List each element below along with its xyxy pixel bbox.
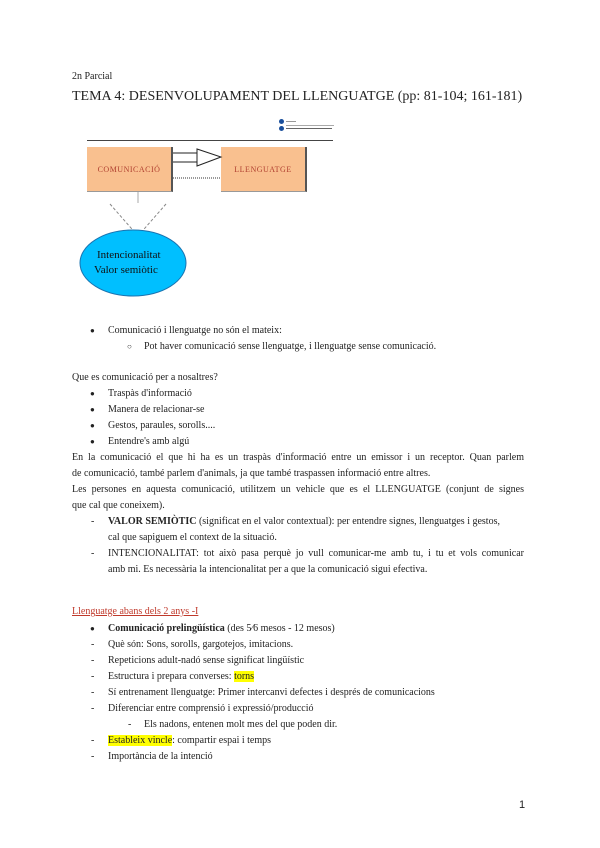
list-item: Sí entrenament llenguatge: Primer intercanvi defectes i després de comunicacions xyxy=(108,687,435,698)
ellipse-text-intencionalitat: Intencionalitat xyxy=(97,249,161,261)
list-item: Repeticions adult-nadó sense significat lingüístic xyxy=(108,655,305,666)
list-item: Manera de relacionar-se xyxy=(108,404,205,415)
bold-term: VALOR SEMIÒTIC xyxy=(108,516,197,527)
box-llenguatge: LLENGUATGE xyxy=(221,147,307,192)
bullet-icon: ● xyxy=(90,624,95,633)
list-item: Importància de la intenció xyxy=(108,751,213,762)
list-item: Diferenciar entre comprensió i expressió/producció xyxy=(108,703,314,714)
bullet-icon: ● xyxy=(90,389,95,398)
sub-list-item: Els nadons, entenen molt mes del que poden dir. xyxy=(144,719,338,730)
intro-bullet: Comunicació i llenguatge no són el mateix: xyxy=(108,325,282,336)
section-bullet xyxy=(108,622,335,636)
dash-icon: - xyxy=(91,671,95,682)
diagram-connectors xyxy=(0,0,600,310)
dash-icon: - xyxy=(128,719,132,730)
bullet-icon: ● xyxy=(90,405,95,414)
bullet-icon: ● xyxy=(90,421,95,430)
page-number: 1 xyxy=(519,799,526,811)
subtitle: 2n Parcial xyxy=(72,71,113,82)
diagram xyxy=(0,0,600,310)
text: : compartir espai i temps xyxy=(172,735,272,746)
dash-item-intencionalitat: INTENCIONALITAT: tot això pasa perquè jo vull comunicar-me amb tu, i tu et vols comunicar xyxy=(108,548,524,559)
dash-icon: - xyxy=(91,703,95,714)
bullet-icon: ● xyxy=(90,437,95,446)
section-heading: Llenguatge abans dels 2 anys -I xyxy=(72,606,199,617)
list-item: Traspàs d'informació xyxy=(108,388,192,399)
paragraph-line: Les persones en aquesta comunicació, utilitzem un vehicle que es el LLENGUATGE (conjunt de signes xyxy=(72,484,524,495)
bullet-icon: ● xyxy=(90,326,95,335)
paragraph-line: de comunicació, també parlem d'animals, ja que també traspassen informació entre altres. xyxy=(72,468,431,479)
dash-item-continuation: amb mi. Es necessària la intencionalitat per a que la comunicació sigui efectiva. xyxy=(108,564,428,575)
paragraph-line: En la comunicació el que hi ha es un traspàs d'informació entre un emissor i un receptor. Quan parlem xyxy=(72,452,524,463)
list-item: Què són: Sons, sorolls, gargotejos, imitacions. xyxy=(108,639,294,650)
dash-icon: - xyxy=(91,639,95,650)
list-item xyxy=(108,734,271,748)
dash-item-valor xyxy=(108,515,500,529)
highlight: torns xyxy=(234,671,255,682)
dash-text: (significat en el valor contextual): per entendre signes, llenguatges i gestos, xyxy=(196,516,500,527)
page-title: TEMA 4: DESENVOLUPAMENT DEL LLENGUATGE (pp: 81-104; 161-181) xyxy=(72,89,523,104)
dash-icon: - xyxy=(91,516,95,527)
dash-icon: - xyxy=(91,655,95,666)
dash-item-continuation: cal que sapiguem el context de la situació. xyxy=(108,532,277,543)
bold-term: Comunicació prelingüística xyxy=(108,623,225,634)
bullet-rest: (des 5⁄6 mesos - 12 mesos) xyxy=(224,623,335,634)
list-item: Gestos, paraules, sorolls.... xyxy=(108,420,216,431)
arrow-icon xyxy=(173,149,221,166)
question: Que es comunicació per a nosaltres? xyxy=(72,372,218,383)
dash-icon: - xyxy=(91,751,95,762)
box-comunicacio: COMUNICACIÓ xyxy=(87,147,173,192)
list-item: Entendre's amb algú xyxy=(108,436,190,447)
dash-icon: - xyxy=(91,735,95,746)
text: Estructura i prepara converses: xyxy=(108,671,235,682)
dash-icon: - xyxy=(91,687,95,698)
ellipse-text-valor: Valor semiòtic xyxy=(94,264,158,276)
list-item xyxy=(108,670,254,684)
paragraph-line: que cal que coneixem). xyxy=(72,500,165,511)
highlight: Estableix vincle xyxy=(108,735,173,746)
circle-bullet-icon: ○ xyxy=(127,342,132,351)
dash-icon: - xyxy=(91,548,95,559)
intro-sub-bullet: Pot haver comunicació sense llenguatge, i llenguatge sense comunicació. xyxy=(144,341,437,352)
